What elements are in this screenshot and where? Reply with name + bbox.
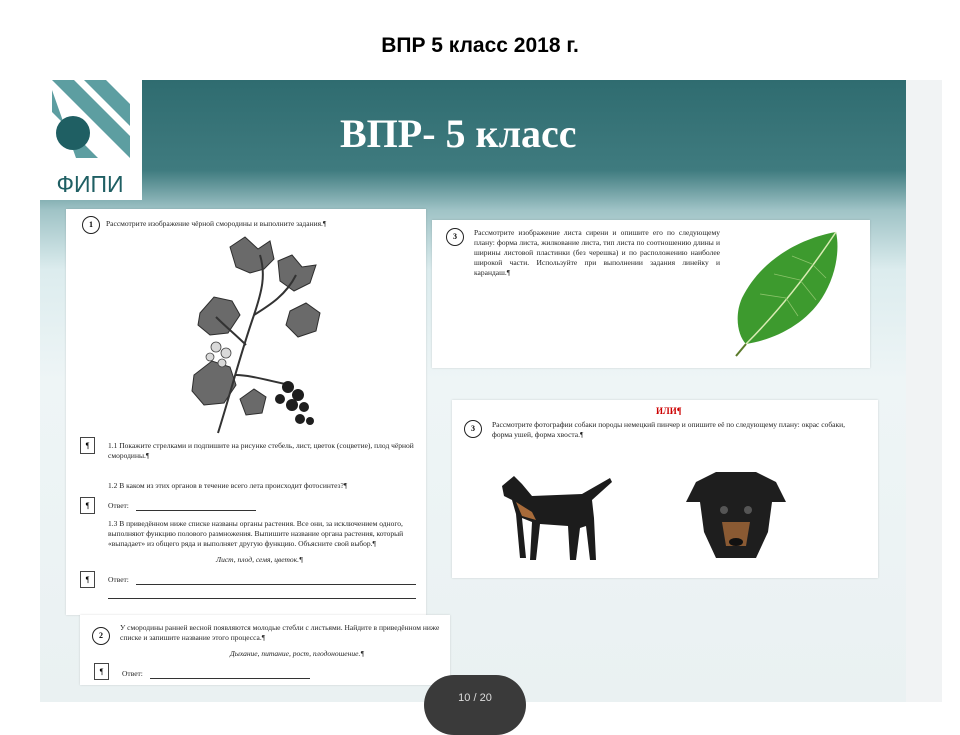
or-label: ИЛИ¶ [656, 406, 682, 416]
fipi-emblem-icon [40, 80, 142, 170]
para-mark: ¶ [80, 571, 95, 588]
lilac-leaf-illustration [732, 228, 842, 358]
task1-number: 1 [82, 216, 100, 234]
para-mark: ¶ [80, 497, 95, 514]
task1-list: Лист, плод, семя, цветок.¶ [216, 555, 303, 564]
presentation-slide [40, 80, 906, 702]
task2-card [80, 615, 450, 685]
task2-answer-label: Ответ: [122, 669, 143, 678]
task3b-number: 3 [464, 420, 482, 438]
task1-answer-label-2: Ответ: [108, 575, 129, 584]
task3a-number: 3 [446, 228, 464, 246]
para-mark: ¶ [94, 663, 109, 680]
answer-line[interactable] [108, 598, 416, 599]
answer-line[interactable] [136, 510, 256, 511]
slide-pager[interactable]: 10 / 20 [424, 675, 526, 735]
task1-q1-2: 1.2 В каком из этих органов в течение всего лета происходит фотосинтез?¶ [108, 481, 348, 490]
task1-card [66, 209, 426, 615]
task1-q1-1: 1.1 Покажите стрелками и подпишите на рисунке стебель, лист, цветок (соцветие), плод чёрной смородины.¶ [108, 441, 414, 460]
task2-number: 2 [92, 627, 110, 645]
right-scroll-strip [906, 80, 942, 702]
slide-title: ВПР- 5 класс [340, 111, 577, 156]
task2-text: У смородины ранней весной появляются молодые стебли с листьями. Найдите в приведённом ниже списке и запишите название этого процесса.¶ [120, 623, 440, 642]
fipi-logo [40, 80, 142, 200]
page-title: ВПР 5 класс 2018 г. [381, 34, 579, 57]
answer-line[interactable] [136, 584, 416, 585]
para-mark: ¶ [80, 437, 95, 454]
pinscher-head-photo [676, 462, 796, 562]
logo-text: ФИПИ [56, 171, 124, 197]
task3a-card [432, 220, 870, 368]
pinscher-side-photo [492, 456, 622, 566]
task2-list: Дыхание, питание, рост, плодоношение.¶ [230, 649, 365, 658]
task3b-text: Рассмотрите фотографии собаки породы немецкий пинчер и опишите её по следующему плану: окрас собаки, форма ушей, форма хвоста.¶ [492, 420, 845, 439]
task3b-card [452, 400, 878, 578]
answer-line[interactable] [150, 678, 310, 679]
task1-answer-label: Ответ: [108, 501, 129, 510]
task1-q1-3: 1.3 В приведённом ниже списке названы органы растения. Все они, за исключением одного, выполняют функцию полового размножения. Выпишите название органа растения, который «выпадает» из общего ряда и выполняет другую функцию. Объясните свой выбор.¶ [108, 519, 404, 548]
task1-intro: Рассмотрите изображение чёрной смородины и выполните задания.¶ [106, 219, 327, 228]
currant-branch-illustration [170, 235, 370, 435]
task3a-text: Рассмотрите изображение листа сирени и опишите его по следующему плану: форма листа, жилкование листа, тип листа по соотношению длины и ширины листовой пластинки (без черешка) и по расположению наиболее широкой части. Используйте при выполнении задания линейку и карандаш.¶ [474, 228, 720, 277]
